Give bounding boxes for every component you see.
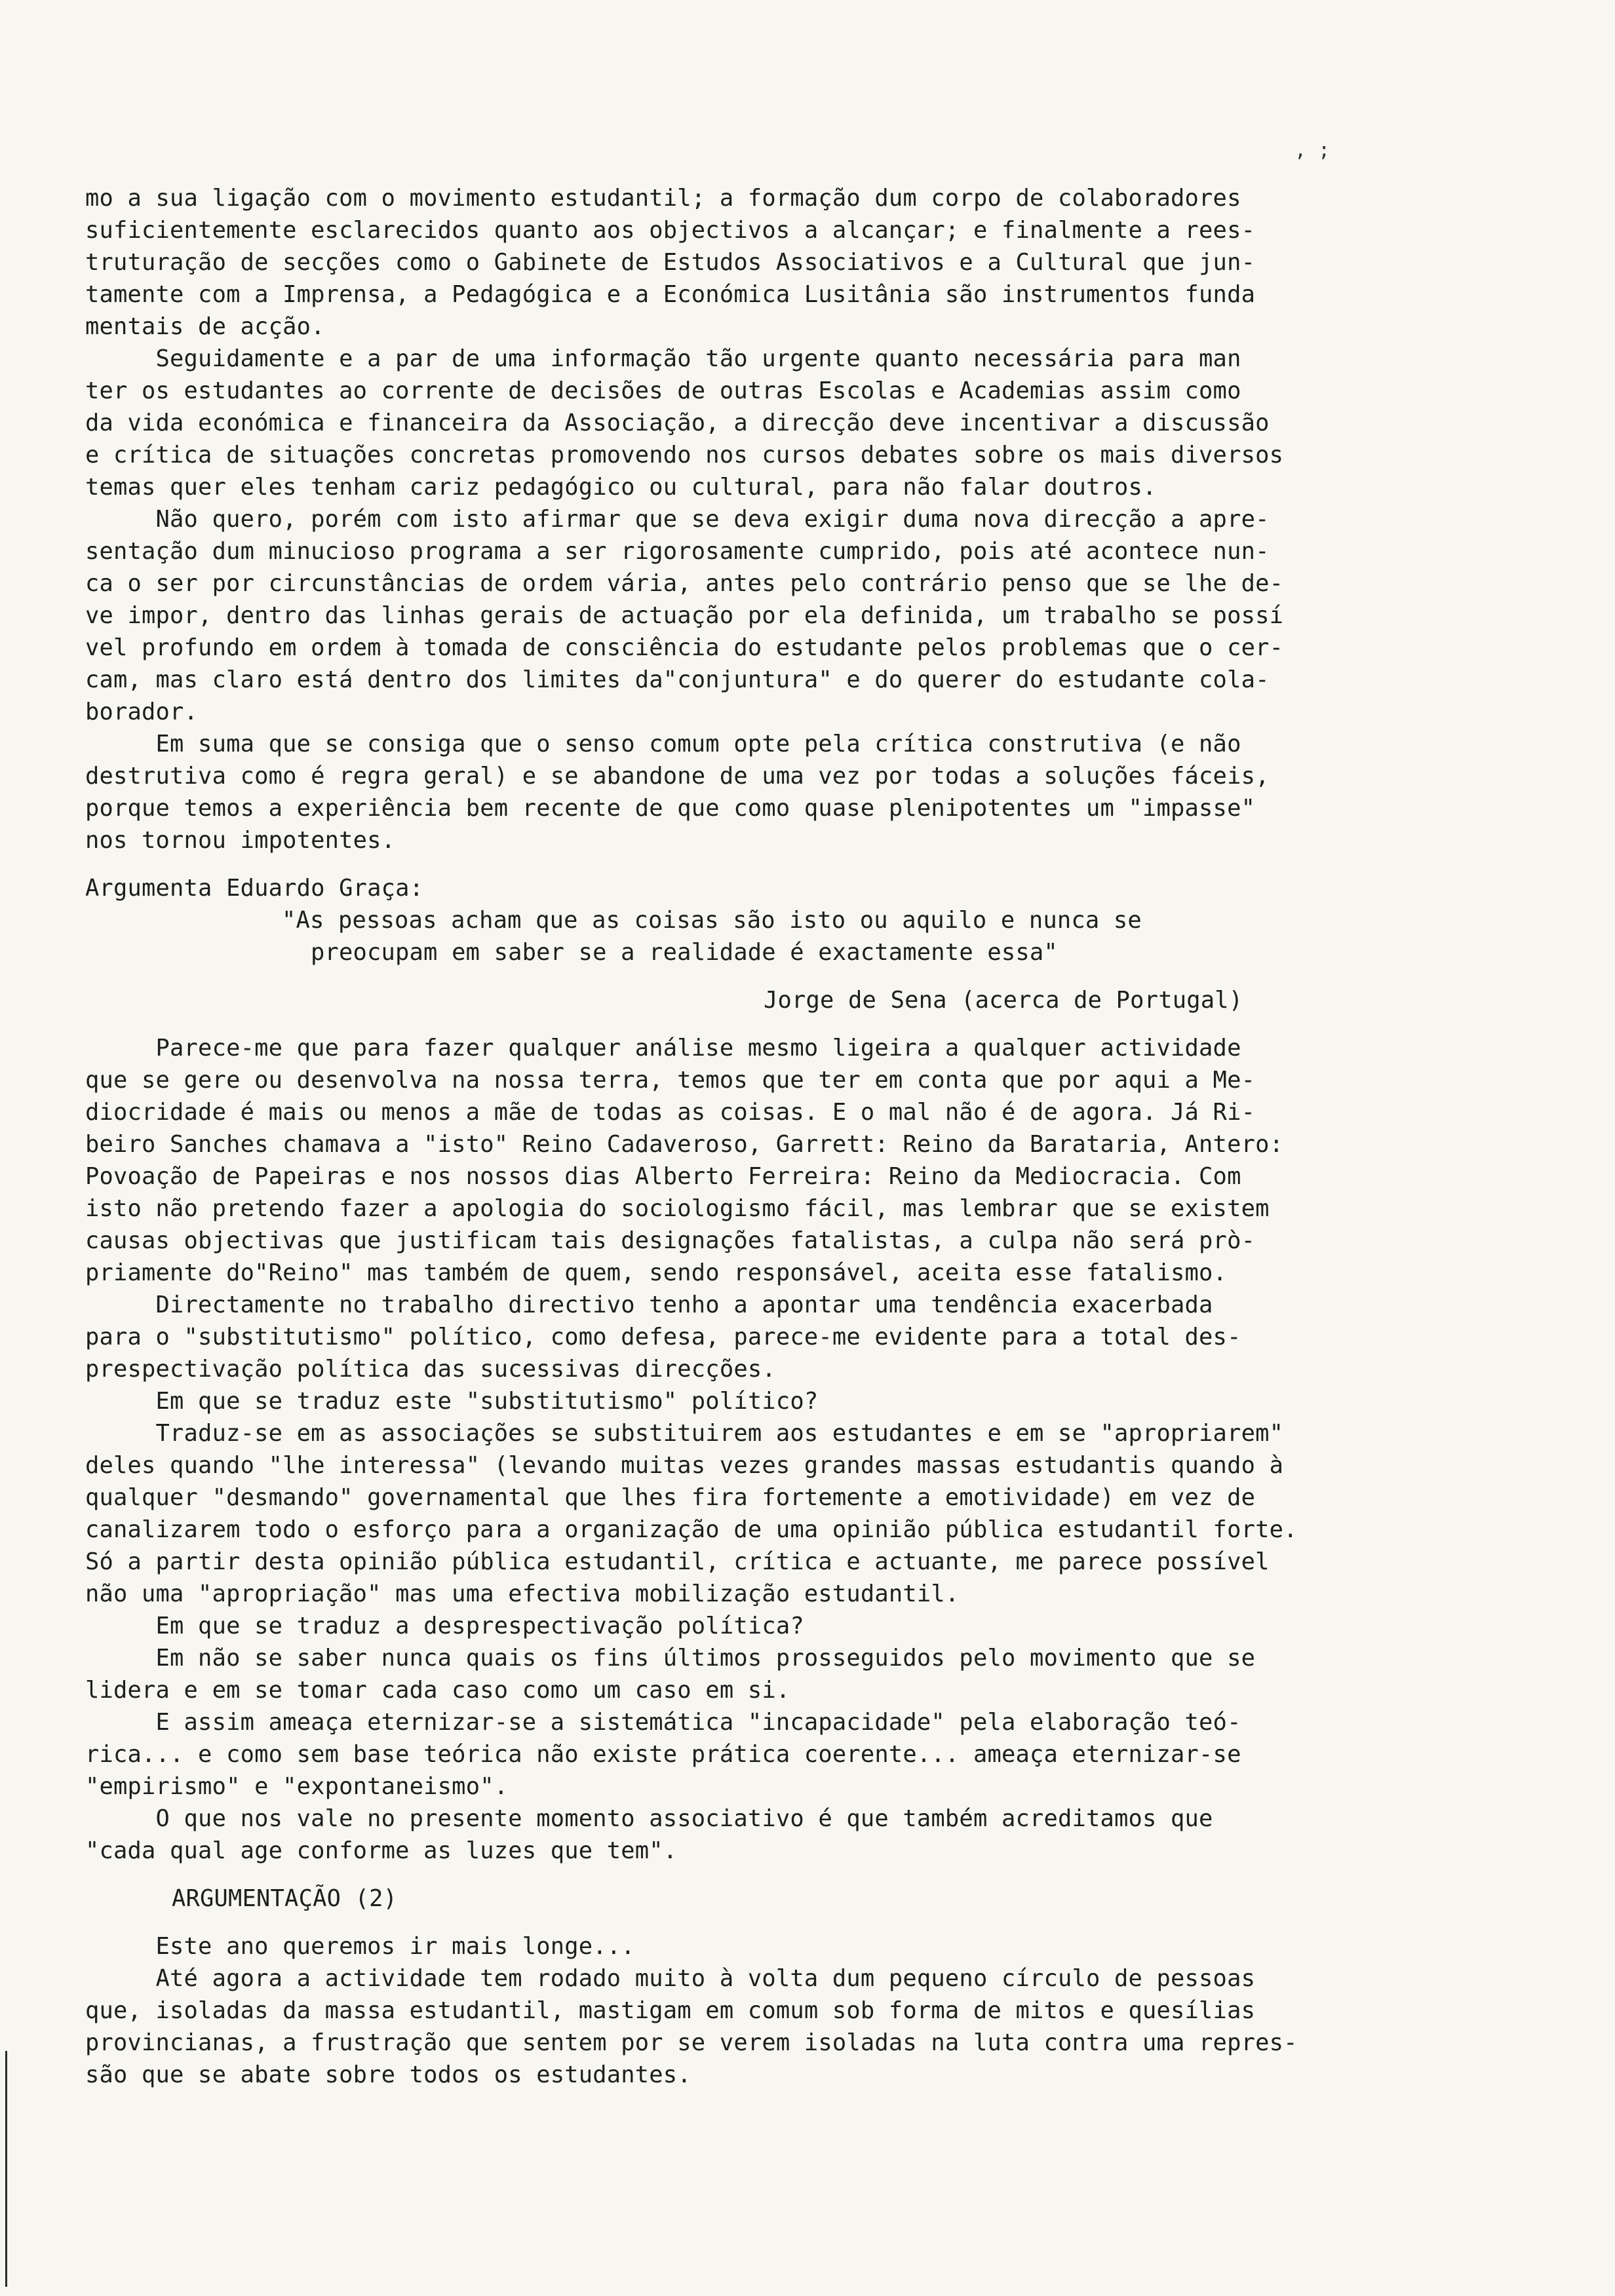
question-2: Em que se traduz a desprespectivação política? xyxy=(85,1613,804,1639)
document-body xyxy=(85,182,1501,2091)
paragraph-10: O que nos vale no presente momento associativo é que também acreditamos que "cada qual age conforme as luzes que tem". xyxy=(85,1805,1213,1864)
paragraph-9: E assim ameaça eternizar-se a sistemática "incapacidade" pela elaboração teó- rica... e como sem base teórica não existe prática coerente... ameaça eternizar-se "empirismo" e "expontaneismo". xyxy=(85,1709,1241,1800)
paragraph-1: mo a sua ligação com o movimento estudantil; a formação dum corpo de colaboradores suficientemente esclarecidos quanto aos objectivos a alcançar; e finalmente a rees- truturação de secções como o Gabinete de Estudos Associativos e a Cultural que jun- tamente com a Imprensa, a Pedagógica e a Económica Lusitânia são instrumentos funda mentais de acção. xyxy=(85,185,1256,340)
epigraph xyxy=(85,904,1501,1016)
argument-heading: Argumenta Eduardo Graça: xyxy=(85,875,424,902)
page-edge-line xyxy=(5,2051,7,2287)
paragraph-11: Este ano queremos ir mais longe... Até agora a actividade tem rodado muito à volta dum pequeno círculo de pessoas que, isoladas da massa estudantil, mastigam em comum sob forma de mitos e quesílias provincianas, a frustração que sentem por se verem isoladas na luta contra uma repres- são que se abate sobre todos os estudantes. xyxy=(85,1933,1298,2088)
section-heading: ARGUMENTAÇÃO (2) xyxy=(172,1885,398,1912)
paragraph-4: Em suma que se consiga que o senso comum opte pela crítica construtiva (e não destrutiva como é regra geral) e se abandone de uma vez por todas a soluções fáceis, porque temos a experiência bem recente de que como quase plenipotentes um "impasse" nos tornou impotentes. xyxy=(85,731,1270,854)
epigraph-line-2: preocupam em saber se a realidade é exactamente essa" xyxy=(311,939,1058,966)
question-1: Em que se traduz este "substitutismo" político? xyxy=(85,1388,819,1415)
paragraph-7: Traduz-se em as associações se substituirem aos estudantes e em se "apropriarem" deles quando "lhe interessa" (levando muitas vezes grandes massas estudantis quando à qualquer "desmando" governamental que lhes fira fortemente a emotividade) em vez de canalizarem todo o esforço para a organização de uma opinião pública estudantil forte. Só a partir desta opinião pública estudantil, crítica e actuante, me parece possível não uma "apropriação" mas uma efectiva mobilização estudantil. xyxy=(85,1420,1298,1607)
paragraph-8: Em não se saber nunca quais os fins últimos prosseguidos pelo movimento que se lidera e em se tomar cada caso como um caso em si. xyxy=(85,1645,1256,1704)
page-corner-marks: , ; xyxy=(1294,139,1331,162)
paragraph-5: Parece-me que para fazer qualquer análise mesmo ligeira a qualquer actividade que se gere ou desenvolva na nossa terra, temos que ter em conta que por aqui a Me- diocridade é mais ou menos a mãe de todas as coisas. E o mal não é de agora. Já Ri- beiro Sanches chamava a "isto" Reino Cadaveroso, Garrett: Reino da Barataria, Antero: Povoação de Papeiras e nos nossos dias Alberto Ferreira: Reino da Mediocracia. Com isto não pretendo fazer a apologia do sociologismo fácil, mas lembrar que se existem causas objectivas que justificam tais designações fatalistas, a culpa não será prò- priamente do"Reino" mas também de quem, sendo responsável, aceita esse fatalismo. xyxy=(85,1035,1284,1286)
paragraph-6: Directamente no trabalho directivo tenho a apontar uma tendência exacerbada para o "substitutismo" político, como defesa, parece-me evidente para a total des- prespectivação política das sucessivas direcções. xyxy=(85,1292,1241,1383)
epigraph-author: Jorge de Sena (acerca de Portugal) xyxy=(764,987,1243,1014)
epigraph-line-1: "As pessoas acham que as coisas são isto ou aquilo e nunca se xyxy=(282,907,1142,934)
paragraph-3: Não quero, porém com isto afirmar que se deva exigir duma nova direcção a apre- sentação dum minucioso programa a ser rigorosamente cumprido, pois até acontece nun- ca o ser por circunstâncias de ordem vária, antes pelo contrário penso que se lhe de- ve impor, dentro das linhas gerais de actuação por ela definida, um trabalho se possí vel profundo em ordem à tomada de consciência do estudante pelos problemas que o cer- cam, mas claro está dentro dos limites da"conjuntura" e do querer do estudante cola- borador. xyxy=(85,506,1284,725)
paragraph-2: Seguidamente e a par de uma informação tão urgente quanto necessária para man ter os estudantes ao corrente de decisões de outras Escolas e Academias assim como da vida económica e financeira da Associação, a direcção deve incentivar a discussão e crítica de situações concretas promovendo nos cursos debates sobre os mais diversos temas quer eles tenham cariz pedagógico ou cultural, para não falar doutros. xyxy=(85,345,1284,501)
